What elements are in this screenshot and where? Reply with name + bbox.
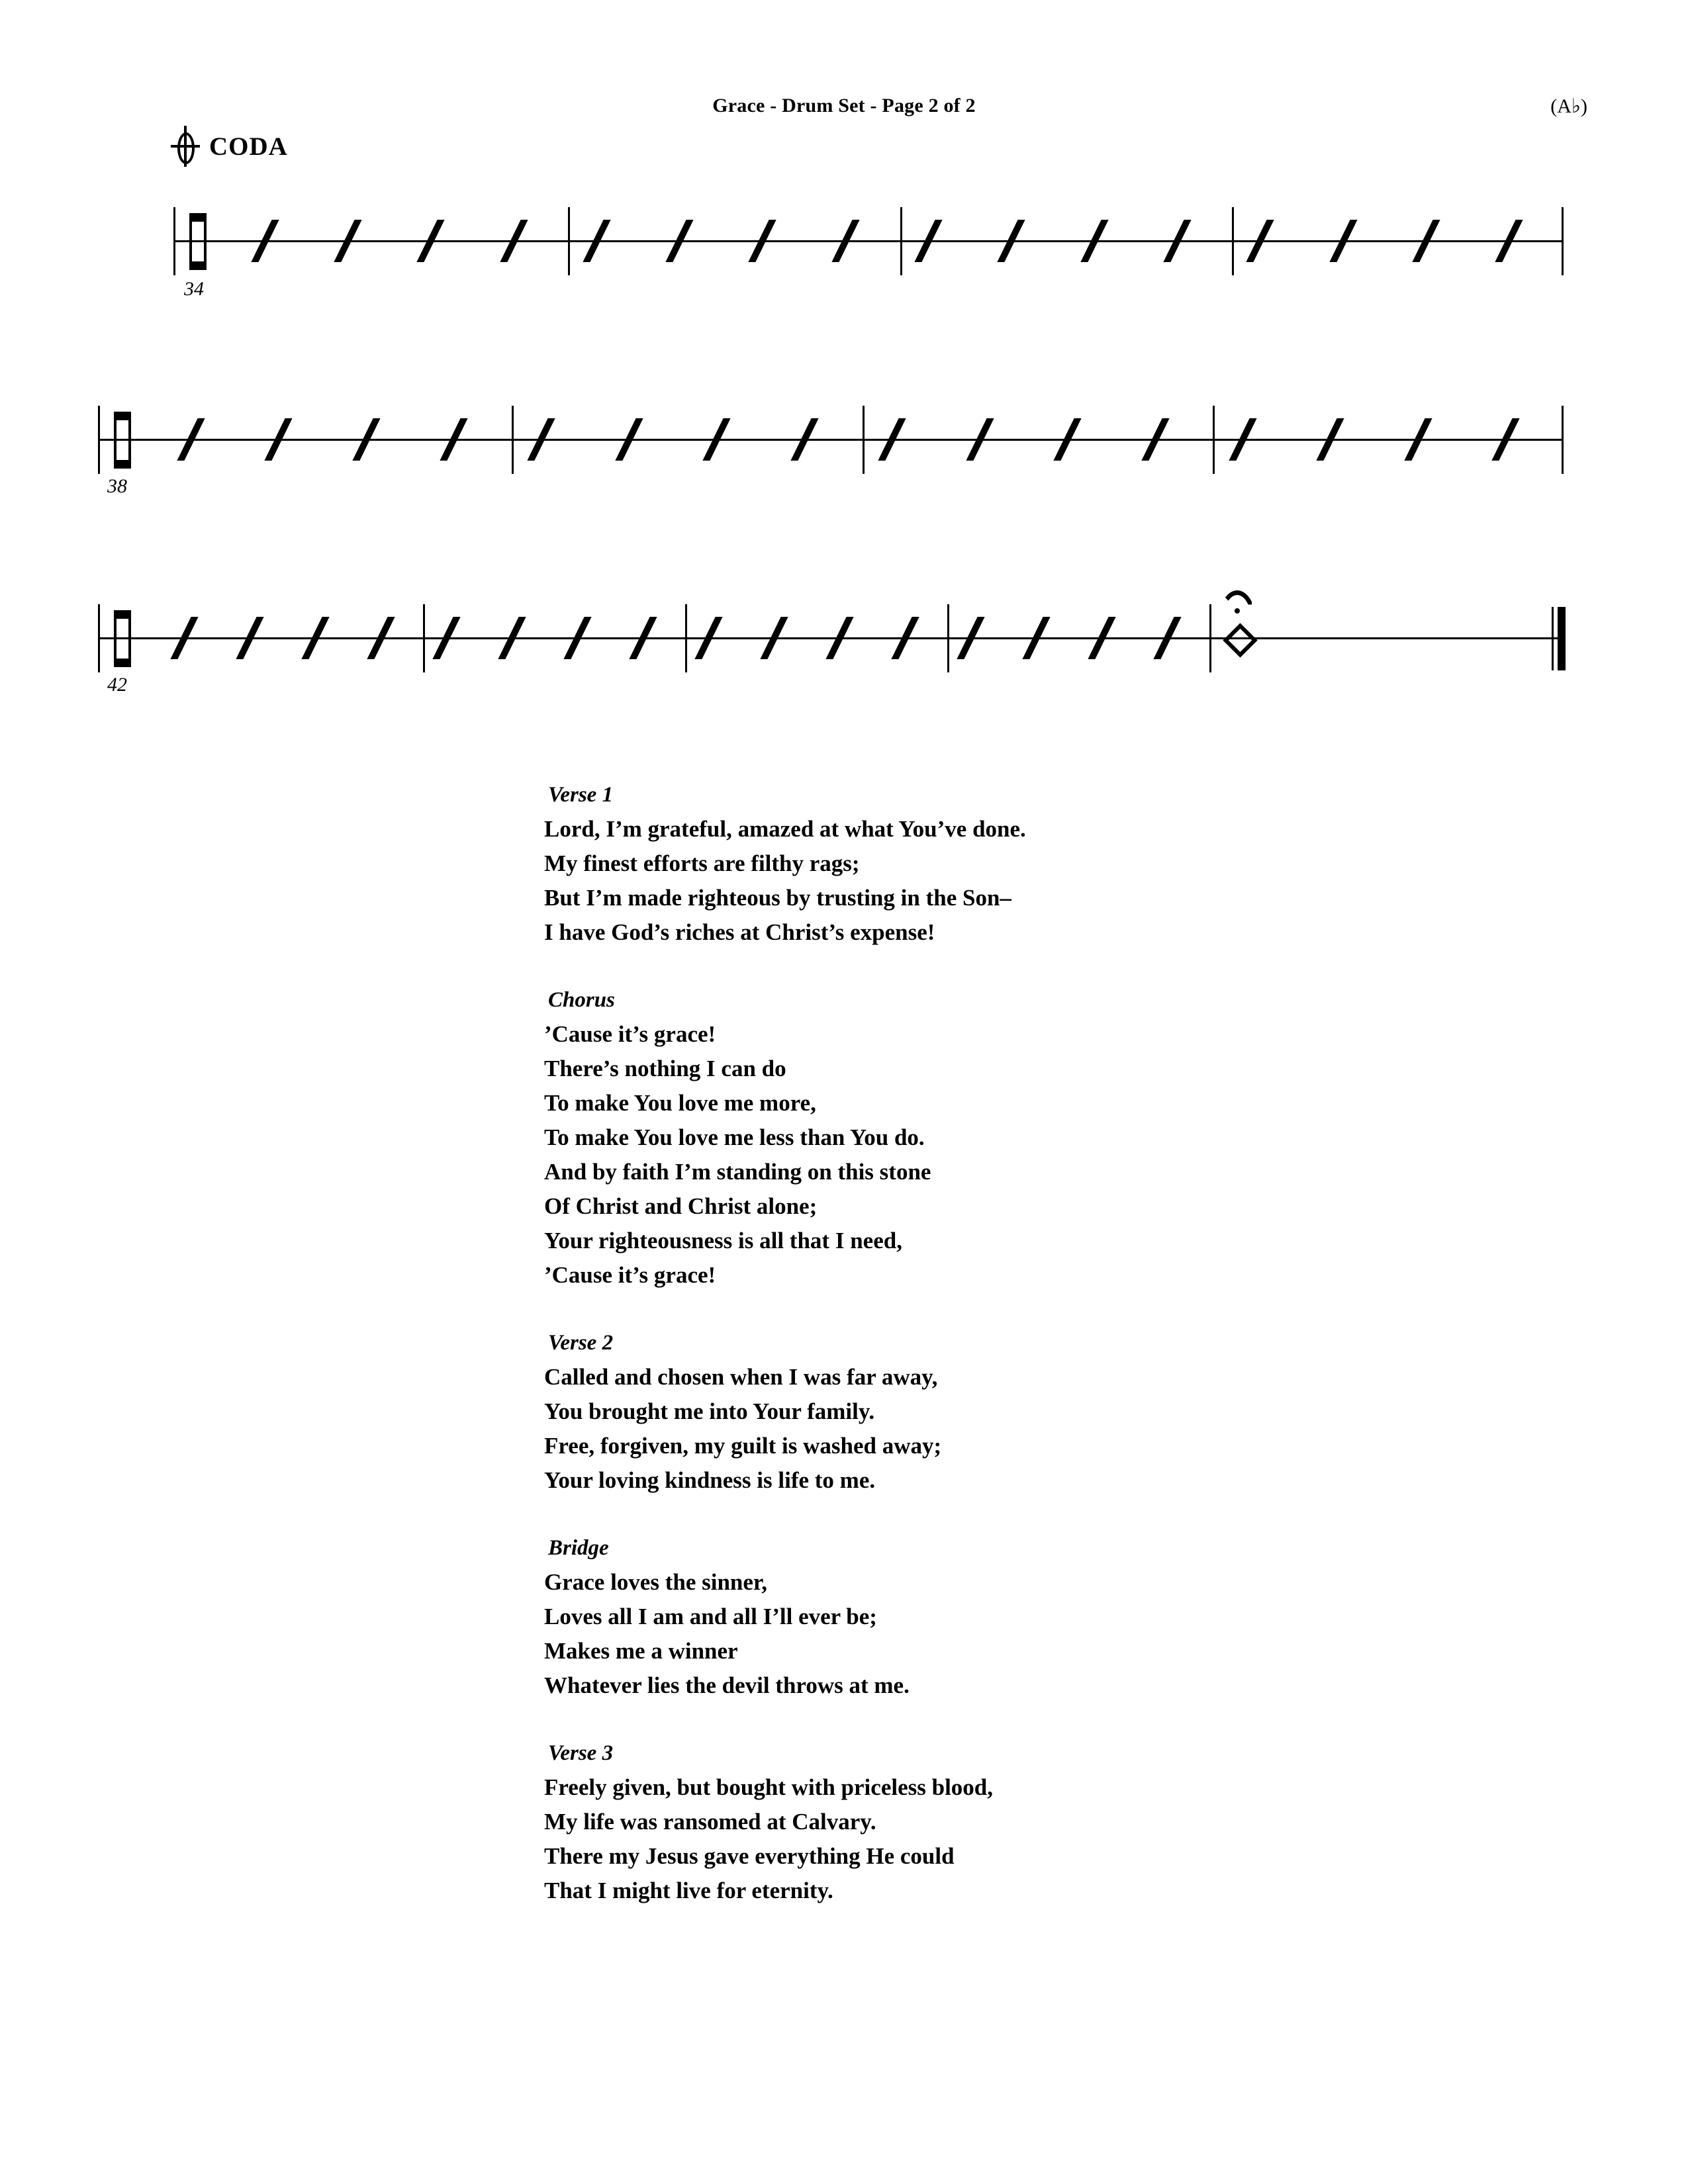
- final-barline-thin: [1552, 607, 1554, 670]
- lyric-line: Your righteousness is all that I need,: [544, 1228, 902, 1253]
- lyric-line: Free, forgiven, my guilt is washed away;: [544, 1433, 942, 1459]
- percussion-clef-icon: [114, 412, 131, 469]
- coda-label: CODA: [209, 132, 288, 161]
- staff-system: [0, 377, 1688, 503]
- measure-number: 42: [107, 674, 127, 696]
- lyric-section-heading: Verse 3: [548, 1741, 614, 1765]
- staff-system: [0, 179, 1688, 304]
- percussion-clef-icon: [189, 213, 207, 270]
- page-title: Grace - Drum Set - Page 2 of 2: [712, 95, 976, 116]
- coda-icon: [171, 126, 200, 167]
- lyric-line: ’Cause it’s grace!: [544, 1021, 716, 1047]
- lyric-line: My life was ransomed at Calvary.: [544, 1809, 876, 1835]
- barline-end: [1562, 207, 1564, 275]
- barline-start: [98, 406, 100, 474]
- staff-system: [0, 576, 1688, 702]
- lyric-section: [544, 1531, 1272, 1703]
- lyric-section-heading: Bridge: [548, 1536, 609, 1560]
- barline: [900, 207, 902, 275]
- lyric-section: [544, 1326, 1272, 1498]
- barline-start: [173, 207, 175, 275]
- lyric-line: ’Cause it’s grace!: [544, 1262, 716, 1288]
- staff-line: [173, 240, 1564, 242]
- percussion-clef-icon: [114, 610, 131, 667]
- lyric-line: But I’m made righteous by trusting in the Son–: [544, 885, 1011, 911]
- lyric-line: Loves all I am and all I’ll ever be;: [544, 1604, 877, 1629]
- lyric-section-heading: Verse 1: [548, 783, 614, 807]
- barline-end: [1562, 406, 1564, 474]
- barline-start: [98, 604, 100, 672]
- lyric-line: And by faith I’m standing on this stone: [544, 1159, 931, 1185]
- staff-line: [98, 439, 1564, 441]
- barline: [568, 207, 570, 275]
- lyric-line: To make You love me more,: [544, 1090, 816, 1116]
- lyric-section: [544, 778, 1272, 950]
- lyrics-block: [544, 778, 1272, 1908]
- barline: [1209, 604, 1211, 672]
- lyric-line: That I might live for eternity.: [544, 1878, 833, 1903]
- measure-number: 38: [107, 475, 127, 497]
- lyric-line: Your loving kindness is life to me.: [544, 1467, 876, 1493]
- coda-marking: [171, 126, 288, 167]
- key-signature-label: (A♭): [1550, 95, 1587, 117]
- lyric-line: To make You love me less than You do.: [544, 1124, 925, 1150]
- measure-number: 34: [184, 278, 204, 300]
- lyric-section: [544, 983, 1272, 1293]
- lyric-line: Of Christ and Christ alone;: [544, 1193, 818, 1219]
- lyric-line: There’s nothing I can do: [544, 1056, 786, 1081]
- fermata-icon: [1218, 590, 1264, 618]
- lyric-line: Grace loves the sinner,: [544, 1569, 767, 1595]
- barline: [1213, 406, 1215, 474]
- lyric-line: Lord, I’m grateful, amazed at what You’ve done.: [544, 816, 1026, 842]
- lyric-line: Whatever lies the devil throws at me.: [544, 1672, 910, 1698]
- lyric-line: You brought me into Your family.: [544, 1398, 875, 1424]
- barline: [423, 604, 425, 672]
- barline: [1232, 207, 1234, 275]
- final-barline-thick: [1558, 607, 1566, 670]
- barline: [512, 406, 514, 474]
- lyric-line: My finest efforts are filthy rags;: [544, 850, 860, 876]
- lyric-line: There my Jesus gave everything He could: [544, 1843, 955, 1869]
- lyric-section-heading: Chorus: [548, 988, 615, 1012]
- lyric-line: Freely given, but bought with priceless blood,: [544, 1774, 994, 1800]
- lyric-line: I have God’s riches at Christ’s expense!: [544, 919, 935, 945]
- lyric-section-heading: Verse 2: [548, 1331, 614, 1355]
- barline: [863, 406, 865, 474]
- barline: [685, 604, 687, 672]
- barline: [947, 604, 949, 672]
- lyric-line: Called and chosen when I was far away,: [544, 1364, 938, 1390]
- whole-note-diamond: [1224, 624, 1253, 653]
- lyric-line: Makes me a winner: [544, 1638, 738, 1664]
- lyric-section: [544, 1736, 1272, 1908]
